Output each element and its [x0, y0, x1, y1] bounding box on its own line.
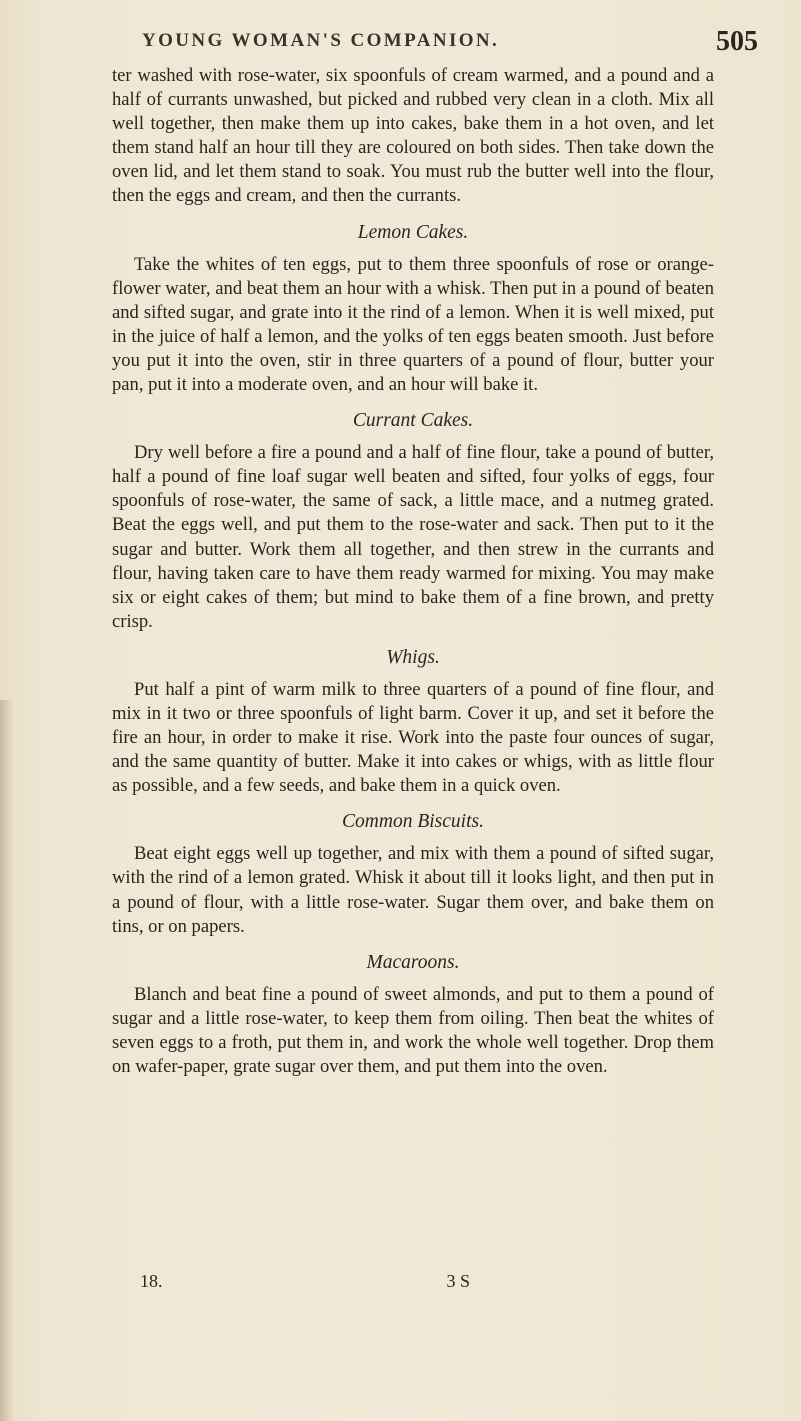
binding-shadow	[0, 700, 14, 1421]
section-text-macaroons: Blanch and beat fine a pound of sweet almonds, and put to them a pound of sugar and a little rose-water, to keep them from oiling. Then beat the whites of seven eggs to a froth, put them in, and work the whole well together. Drop them on wafer-paper, grate sugar over them, and put them into the oven.	[112, 983, 714, 1077]
section-title-macaroons: Macaroons.	[366, 951, 460, 973]
section-text-currant-cakes: Dry well before a fire a pound and a half of fine flour, take a pound of butter, half a pound of fine loaf sugar well beaten and sifted, four yolks of eggs, four spoonfuls of rose-water, the same of sack, a little mace, and a nutmeg grated. Beat the eggs well, and put them to the rose-water and sack. Then put to it the sugar and butter. Work them all together, and then strew in the currants and flour, having taken care to have them ready warmed for mixing. You may make six or eight cakes of them; but mind to bake them of a fine brown, and pretty crisp.	[112, 442, 714, 632]
page-number: 505	[716, 26, 758, 57]
section-title-common-biscuits: Common Biscuits.	[342, 811, 484, 833]
section-text-whigs: Put half a pint of warm milk to three quarters of a pound of fine flour, and mix in it two or three spoonfuls of light barm. Cover it up, and set it before the fire an hour, in order to make it rise. Work into the paste four ounces of sugar, and the same quantity of butter. Make it into cakes or whigs, with as little flour as possible, and a few seeds, and bake them in a quick oven.	[112, 678, 714, 797]
page-header	[142, 30, 642, 52]
running-head: YOUNG WOMAN'S COMPANION.	[142, 30, 500, 51]
body-text	[112, 64, 714, 1079]
section-title-currant-cakes: Currant Cakes.	[352, 410, 474, 432]
section-title-lemon-cakes: Lemon Cakes.	[357, 221, 469, 243]
volume-mark: 18.	[140, 1271, 163, 1291]
section-text-common-biscuits: Beat eight eggs well up together, and mix with them a pound of sifted sugar, with the rind of a lemon grated. Whisk it about till it looks light, and then put in a pound of flour, with a little rose-water. Sugar them over, and bake them on tins, or on papers.	[112, 843, 714, 937]
signature-mark: 3 S	[446, 1271, 470, 1291]
section-title-whigs: Whigs.	[386, 646, 440, 668]
section-text-lemon-cakes: Take the whites of ten eggs, put to them three spoonfuls of rose or orange-flower water, and beat them an hour with a whisk. Then put in a pound of beaten and sifted sugar, and grate into it the rind of a lemon. When it is well mixed, put in the juice of half a lemon, and the yolks of ten eggs beaten smooth. Just before you put it into the oven, stir in three quarters of a pound of flour, butter your pan, put it into a moderate oven, and an hour will bake it.	[112, 253, 714, 396]
page-footer	[140, 1271, 470, 1292]
intro-paragraph: ter washed with rose-water, six spoonfuls of cream warmed, and a pound and a half of currants unwashed, but picked and rubbed very clean in a cloth. Mix all well together, then make them up into cakes, bake them in a hot oven, and let them stand half an hour till they are coloured on both sides. Then take down the oven lid, and let them stand to soak. You must rub the butter well into the flour, then the eggs and cream, and then the currants.	[112, 65, 714, 207]
